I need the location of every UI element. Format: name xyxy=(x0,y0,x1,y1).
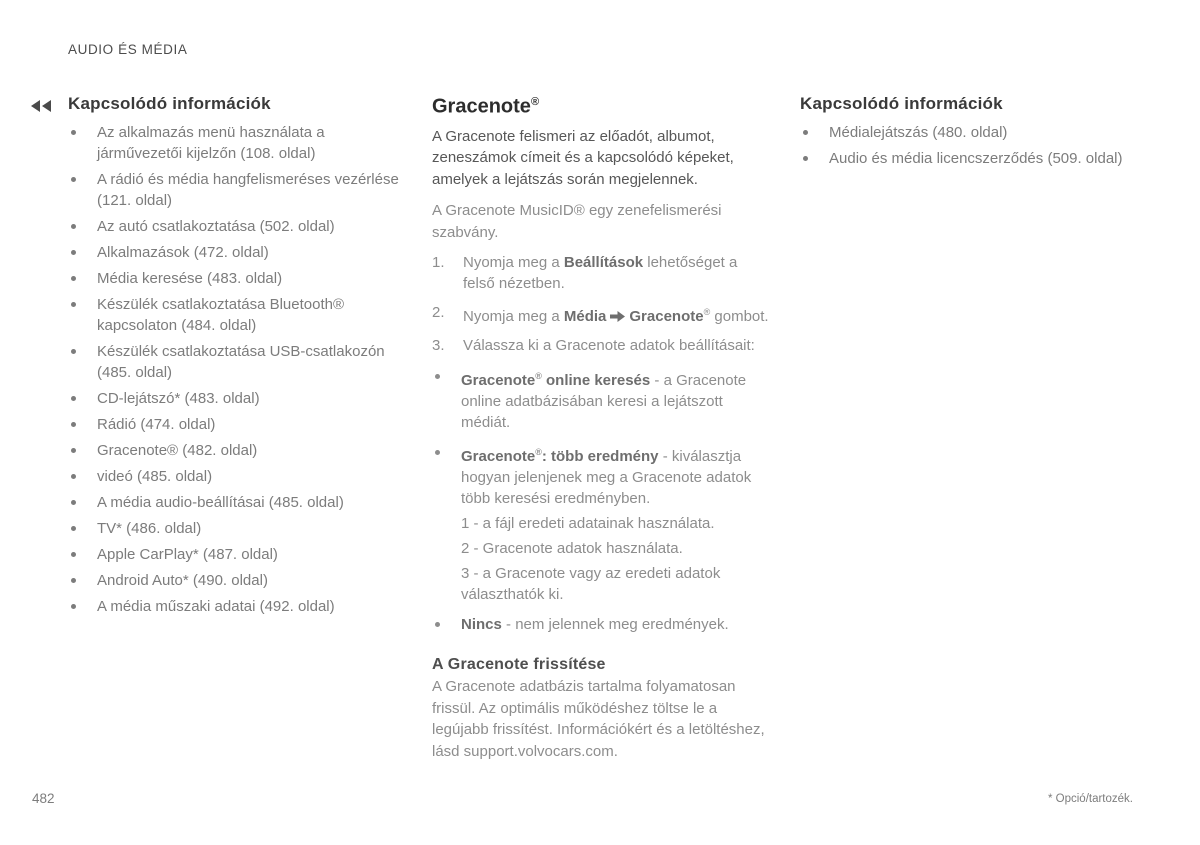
bullet-icon xyxy=(803,156,808,161)
page-number: 482 xyxy=(32,791,55,806)
intro-paragraph: A Gracenote felismeri az előadót, albumot, zeneszámok címeit és a kapcsolódó képeket, amelyek a lejátszás során megjelennek. xyxy=(432,127,734,188)
bullet-icon xyxy=(71,474,76,479)
gracenote-article xyxy=(432,90,770,762)
step-number: 1. xyxy=(432,254,445,272)
list-item: A média műszaki adatai (492. oldal) xyxy=(68,596,412,617)
list-item: Készülék csatlakoztatása Bluetooth® kapcsolaton (484. oldal) xyxy=(68,294,412,336)
list-item: videó (485. oldal) xyxy=(68,466,412,487)
bullet-icon xyxy=(435,374,440,379)
step-number: 2. xyxy=(432,304,445,322)
settings-label: Beállítások xyxy=(563,254,644,272)
related-info-list xyxy=(800,122,1152,169)
related-info-list xyxy=(68,122,412,617)
option-sub-item: 1 - a fájl eredeti adatainak használata. xyxy=(461,515,715,533)
bullet-icon xyxy=(803,130,808,135)
related-info-heading: Kapcsolódó információk xyxy=(800,94,1003,113)
bullet-icon xyxy=(71,177,76,182)
double-left-arrow-icon xyxy=(31,99,53,117)
option-text: Gracenote®: több eredmény - kiválasztja hogyan jelenjenek meg a Gracenote adatok több keresési eredményben. xyxy=(461,447,752,508)
update-section-heading: A Gracenote frissítése xyxy=(432,656,606,674)
option-multiple-results xyxy=(432,442,770,605)
option-online-search xyxy=(432,366,770,433)
list-item: CD-lejátszó* (483. oldal) xyxy=(68,388,412,409)
gracenote-label: Gracenote xyxy=(629,308,704,326)
section-header: AUDIO ÉS MÉDIA xyxy=(68,42,188,57)
bullet-icon xyxy=(71,552,76,557)
list-item: Gracenote® (482. oldal) xyxy=(68,440,412,461)
list-item: A média audio-beállításai (485. oldal) xyxy=(68,492,412,513)
registered-mark: ® xyxy=(530,96,540,108)
option-sub-item: 3 - a Gracenote vagy az eredeti adatok választhatók ki. xyxy=(461,565,721,604)
bullet-icon xyxy=(71,604,76,609)
gracenote-options-list xyxy=(432,366,770,635)
registered-mark: ® xyxy=(703,307,711,318)
list-item: Médialejátszás (480. oldal) xyxy=(800,122,1152,143)
bullet-icon xyxy=(71,130,76,135)
list-item: Apple CarPlay* (487. oldal) xyxy=(68,544,412,565)
article-title: Gracenote® xyxy=(432,95,540,118)
step-text: Nyomja meg a Média Gracenote® gombot. xyxy=(463,307,769,326)
bullet-icon xyxy=(71,500,76,505)
option-text: Gracenote® online keresés - a Gracenote online adatbázisában keresi a lejátszott médiát. xyxy=(461,371,747,432)
list-item: Audio és média licencszerződés (509. oldal) xyxy=(800,148,1152,169)
standard-note-paragraph: A Gracenote MusicID® egy zenefelismerési szabvány. xyxy=(432,202,722,241)
list-item: Alkalmazások (472. oldal) xyxy=(68,242,412,263)
bullet-icon xyxy=(71,578,76,583)
related-info-section-right xyxy=(800,90,1152,174)
registered-mark: ® xyxy=(535,371,542,382)
bullet-icon xyxy=(71,276,76,281)
bullet-icon xyxy=(71,349,76,354)
bullet-icon xyxy=(71,422,76,427)
bullet-icon xyxy=(71,224,76,229)
list-item: Rádió (474. oldal) xyxy=(68,414,412,435)
arrow-right-icon xyxy=(610,311,625,322)
step-text: Nyomja meg a Beállítások lehetőséget a felső nézetben. xyxy=(463,254,738,293)
bullet-icon xyxy=(435,450,440,455)
list-item: Média keresése (483. oldal) xyxy=(68,268,412,289)
step-number: 3. xyxy=(432,337,445,355)
bullet-icon xyxy=(71,302,76,307)
registered-mark: ® xyxy=(535,447,542,458)
list-item: A rádió és média hangfelismeréses vezérlése (121. oldal) xyxy=(68,169,412,211)
bullet-icon xyxy=(71,526,76,531)
option-footnote: * Opció/tartozék. xyxy=(1047,793,1133,805)
list-item: TV* (486. oldal) xyxy=(68,518,412,539)
list-item: Az alkalmazás menü használata a járművezetői kijelzőn (108. oldal) xyxy=(68,122,412,164)
list-item: Készülék csatlakoztatása USB-csatlakozón (485. oldal) xyxy=(68,341,412,383)
update-paragraph: A Gracenote adatbázis tartalma folyamatosan frissül. Az optimális működéshez töltse le a legújabb frissítést. Információkért és a letöltéshez, lásd support.volvocars.com. xyxy=(432,678,765,760)
step-text: Válassza ki a Gracenote adatok beállításait: xyxy=(463,337,755,355)
list-item: Android Auto* (490. oldal) xyxy=(68,570,412,591)
bullet-icon xyxy=(71,396,76,401)
option-sub-item: 2 - Gracenote adatok használata. xyxy=(461,540,683,558)
option-text: Nincs - nem jelennek meg eredmények. xyxy=(461,616,729,634)
bullet-icon xyxy=(435,622,440,627)
bullet-icon xyxy=(71,448,76,453)
related-info-heading: Kapcsolódó információk xyxy=(68,94,271,113)
step-item-3 xyxy=(432,335,770,356)
media-label: Média xyxy=(563,308,607,326)
list-item: Az autó csatlakoztatása (502. oldal) xyxy=(68,216,412,237)
bullet-icon xyxy=(71,250,76,255)
option-none xyxy=(432,614,770,635)
related-info-section-left xyxy=(68,90,412,622)
step-item-1 xyxy=(432,252,770,294)
step-item-2 xyxy=(432,302,770,327)
steps-list xyxy=(432,252,770,356)
